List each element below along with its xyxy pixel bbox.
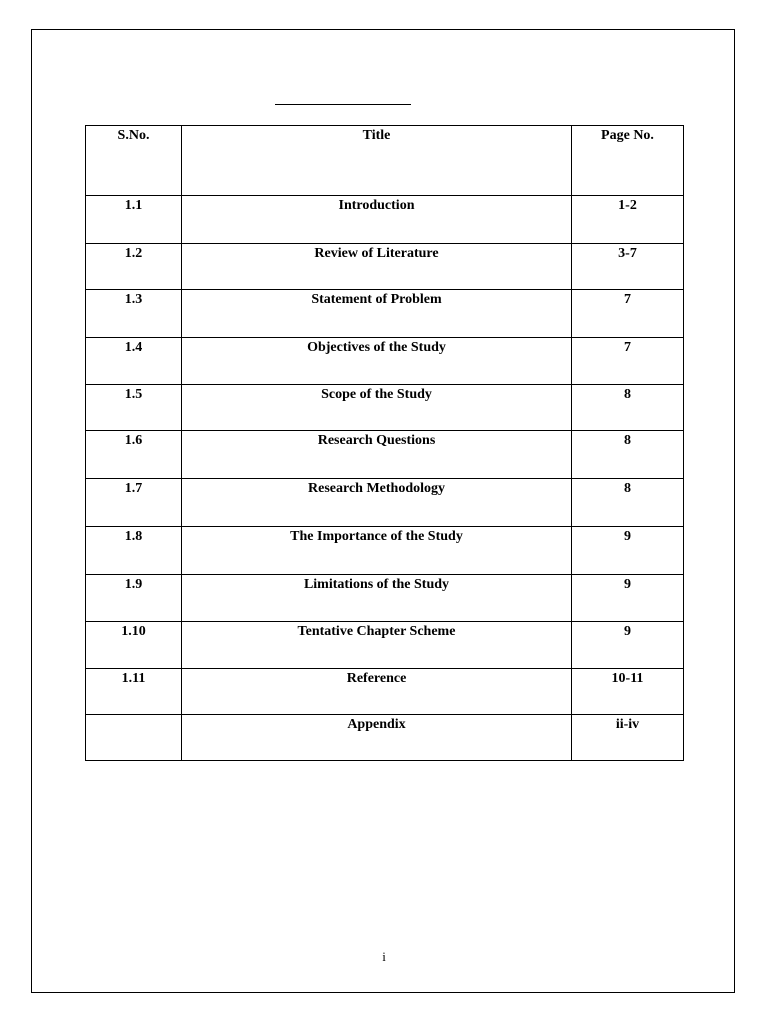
row-sno: 1.4 <box>86 338 182 385</box>
table-row <box>86 431 684 479</box>
row-page: 7 <box>572 290 684 338</box>
heading-underline <box>275 104 411 105</box>
row-title: Limitations of the Study <box>182 575 572 622</box>
row-sno: 1.8 <box>86 527 182 575</box>
row-page: 9 <box>572 622 684 669</box>
table-of-contents <box>85 125 684 761</box>
row-page: 10-11 <box>572 669 684 715</box>
row-sno: 1.10 <box>86 622 182 669</box>
row-title: Research Questions <box>182 431 572 479</box>
table-row <box>86 527 684 575</box>
header-sno: S.No. <box>86 126 182 196</box>
table-row <box>86 669 684 715</box>
page-number: i <box>382 949 386 964</box>
table-row <box>86 244 684 290</box>
table-row <box>86 622 684 669</box>
table-row <box>86 196 684 244</box>
row-page: 3-7 <box>572 244 684 290</box>
row-sno: 1.6 <box>86 431 182 479</box>
row-sno: 1.7 <box>86 479 182 527</box>
row-page: 8 <box>572 431 684 479</box>
row-title: Reference <box>182 669 572 715</box>
row-sno <box>86 715 182 761</box>
row-page: ii-iv <box>572 715 684 761</box>
row-sno: 1.3 <box>86 290 182 338</box>
row-title: Objectives of the Study <box>182 338 572 385</box>
row-page: 9 <box>572 575 684 622</box>
row-title: Research Methodology <box>182 479 572 527</box>
table-row <box>86 479 684 527</box>
header-title: Title <box>182 126 572 196</box>
row-title: Tentative Chapter Scheme <box>182 622 572 669</box>
row-page: 7 <box>572 338 684 385</box>
row-sno: 1.1 <box>86 196 182 244</box>
table-row <box>86 575 684 622</box>
row-page: 9 <box>572 527 684 575</box>
row-sno: 1.9 <box>86 575 182 622</box>
table-row <box>86 290 684 338</box>
row-title: Scope of the Study <box>182 385 572 431</box>
table-row <box>86 385 684 431</box>
row-title: Introduction <box>182 196 572 244</box>
row-title: Statement of Problem <box>182 290 572 338</box>
row-title: The Importance of the Study <box>182 527 572 575</box>
row-sno: 1.2 <box>86 244 182 290</box>
row-title: Appendix <box>182 715 572 761</box>
header-page: Page No. <box>572 126 684 196</box>
table-row <box>86 338 684 385</box>
row-page: 8 <box>572 385 684 431</box>
table-header-row <box>86 126 684 196</box>
row-sno: 1.11 <box>86 669 182 715</box>
row-page: 1-2 <box>572 196 684 244</box>
row-title: Review of Literature <box>182 244 572 290</box>
row-page: 8 <box>572 479 684 527</box>
row-sno: 1.5 <box>86 385 182 431</box>
table-row <box>86 715 684 761</box>
